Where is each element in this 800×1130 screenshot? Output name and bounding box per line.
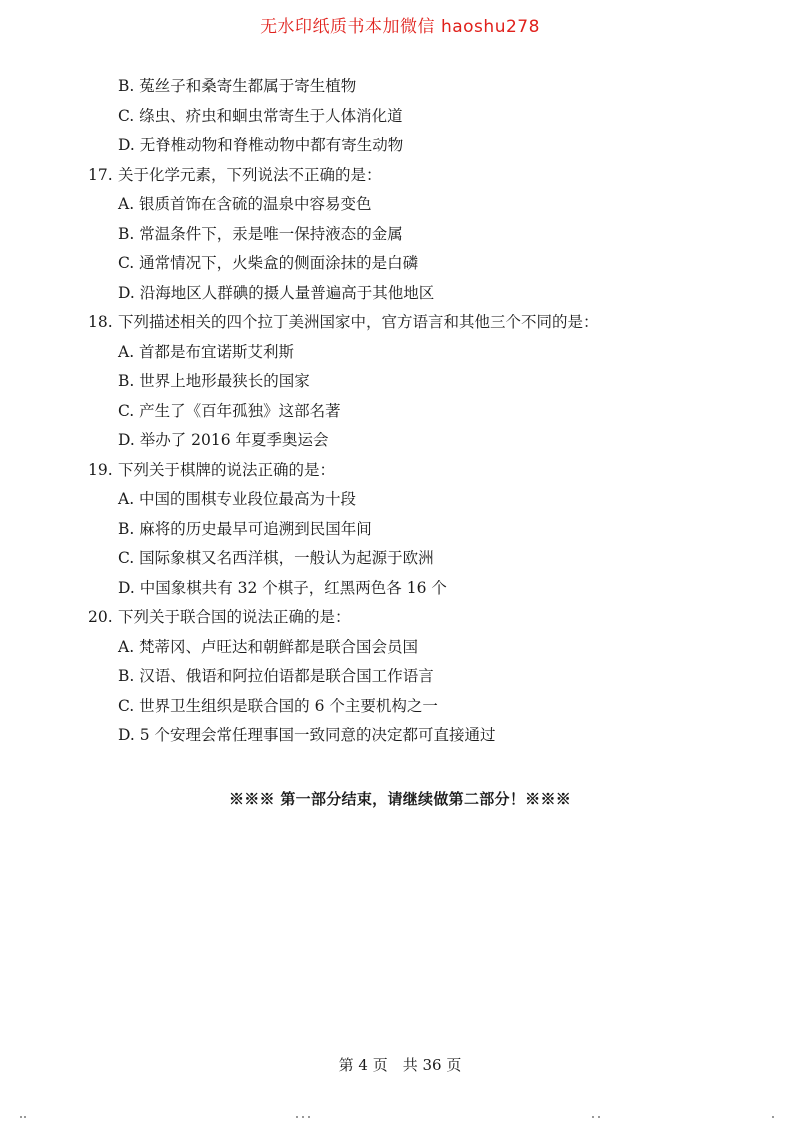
question-16-continued [88,72,728,161]
option-18-b: B. 世界上地形最狭长的国家 [118,372,310,390]
option-16-d: D. 无脊椎动物和脊椎动物中都有寄生动物 [118,136,404,154]
question-18 [88,308,728,456]
option-19-a: A. 中国的围棋专业段位最高为十段 [118,490,357,508]
option-20-c: C. 世界卫生组织是联合国的 6 个主要机构之一 [118,696,438,715]
question-number: 20. [88,608,113,626]
option-19-d: D. 中国象棋共有 32 个棋子，红黑两色各 16 个 [118,578,447,597]
page-number: 第 4 页 共 36 页 [338,1056,462,1074]
question-number: 17. [88,165,113,184]
option-20-b: B. 汉语、俄语和阿拉伯语都是联合国工作语言 [118,667,434,685]
option-19-c: C. 国际象棋又名西洋棋，一般认为起源于欧洲 [118,549,434,567]
section-end-note: ※※※ 第一部分结束，请继续做第二部分！※※※ [228,790,572,808]
option-17-a: A. 银质首饰在含硫的温泉中容易变色 [118,195,372,213]
option-18-a: A. 首都是布宜诺斯艾利斯 [118,342,295,361]
question-text: 下列关于联合国的说法正确的是： [118,608,351,626]
question-text: 下列描述相关的四个拉丁美洲国家中，官方语言和其他三个不同的是： [118,313,599,331]
option-16-b: B. 菟丝子和桑寄生都属于寄生植物 [118,77,357,95]
option-18-d: D. 举办了 2016 年夏季奥运会 [118,431,329,449]
question-stem [88,308,728,338]
question-17 [88,161,728,309]
watermark-text: 无水印纸质书本加微信 haoshu278 [260,17,540,37]
question-20 [88,603,728,751]
question-19 [88,456,728,604]
question-text: 关于化学元素，下列说法不正确的是： [118,165,382,184]
option-17-c: C. 通常情况下，火柴盒的侧面涂抹的是白磷 [118,254,419,272]
question-number: 19. [88,460,113,479]
question-stem [88,603,728,633]
option-20-a: A. 梵蒂冈、卢旺达和朝鲜都是联合国会员国 [118,637,419,656]
option-18-c: C. 产生了《百年孤独》这部名著 [118,401,341,420]
question-text: 下列关于棋牌的说法正确的是： [118,460,336,479]
option-20-d: D. 5 个安理会常任理事国一致同意的决定都可直接通过 [118,726,496,744]
question-stem [88,456,728,486]
scan-noise [0,1112,800,1124]
question-list [88,72,728,751]
option-19-b: B. 麻将的历史最早可追溯到民国年间 [118,519,372,538]
question-stem [88,161,728,191]
option-17-b: B. 常温条件下，汞是唯一保持液态的金属 [118,224,403,243]
option-16-c: C. 绦虫、疥虫和蛔虫常寄生于人体消化道 [118,106,403,125]
question-number: 18. [88,313,113,331]
option-17-d: D. 沿海地区人群碘的摄人量普遍高于其他地区 [118,283,435,302]
